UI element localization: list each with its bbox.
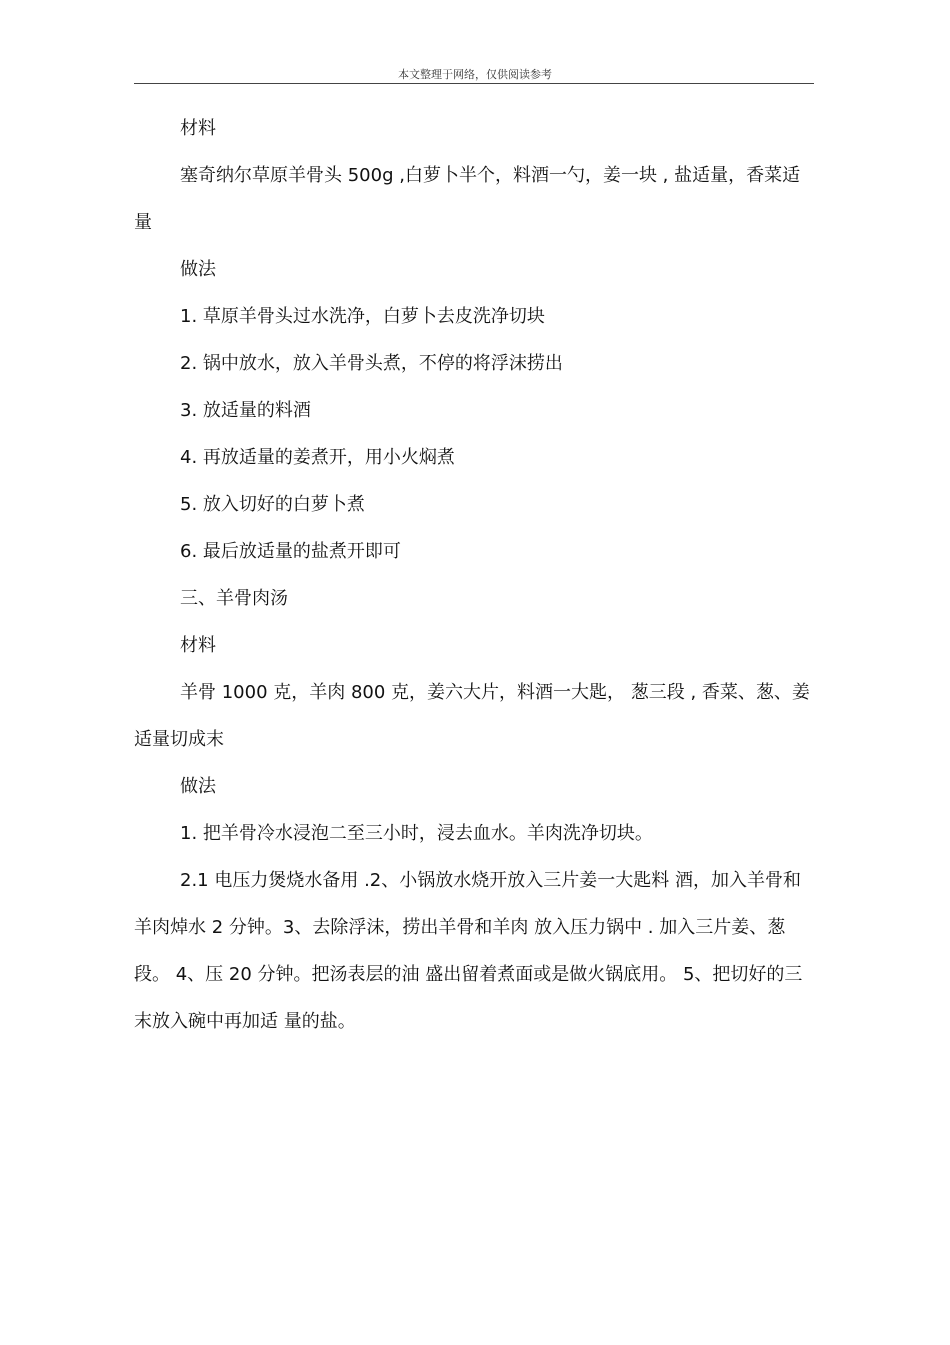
header-note: 本文整理于网络，仅供阅读参考 [398, 68, 552, 81]
document-body [134, 105, 814, 1045]
ingredients-paragraph: 塞奇纳尔草原羊骨头 500g ,白萝卜半个，料酒一勺，姜一块 , 盐适量，香菜适量 [134, 165, 801, 233]
header-divider [134, 83, 814, 84]
ingredients-paragraph: 羊骨 1000 克，羊肉 800 克，姜六大片，料酒一大匙， 葱三段 , 香菜、葱、姜适量切成末 [134, 682, 810, 750]
section-heading-method: 做法 [180, 259, 216, 280]
section-heading-materials: 材料 [180, 118, 216, 139]
step-item: 4. 再放适量的姜煮开，用小火焖煮 [180, 447, 455, 468]
step-item: 6. 最后放适量的盐煮开即可 [180, 541, 401, 562]
steps-paragraph: 2.1 电压力煲烧水备用 .2、小锅放水烧开放入三片姜一大匙料 酒，加入羊骨和羊肉焯水 2 分钟。3、去除浮沫，捞出羊骨和羊肉 放入压力锅中 . 加入三片姜、葱段。 4、压 20 分钟。把汤表层的油 盛出留着煮面或是做火锅底用。 5、把切好的三末放入碗中再加适 量的盐。 [134, 870, 803, 1032]
section-heading-materials: 材料 [180, 635, 216, 656]
step-item: 1. 把羊骨冷水浸泡二至三小时，浸去血水。羊肉洗净切块。 [180, 823, 653, 844]
step-item: 2. 锅中放水，放入羊骨头煮，不停的将浮沫捞出 [180, 353, 563, 374]
step-item: 1. 草原羊骨头过水洗净，白萝卜去皮洗净切块 [180, 306, 545, 327]
recipe-title: 三、羊骨肉汤 [180, 588, 288, 609]
step-item: 5. 放入切好的白萝卜煮 [180, 494, 365, 515]
section-heading-method: 做法 [180, 776, 216, 797]
step-item: 3. 放适量的料酒 [180, 400, 311, 421]
